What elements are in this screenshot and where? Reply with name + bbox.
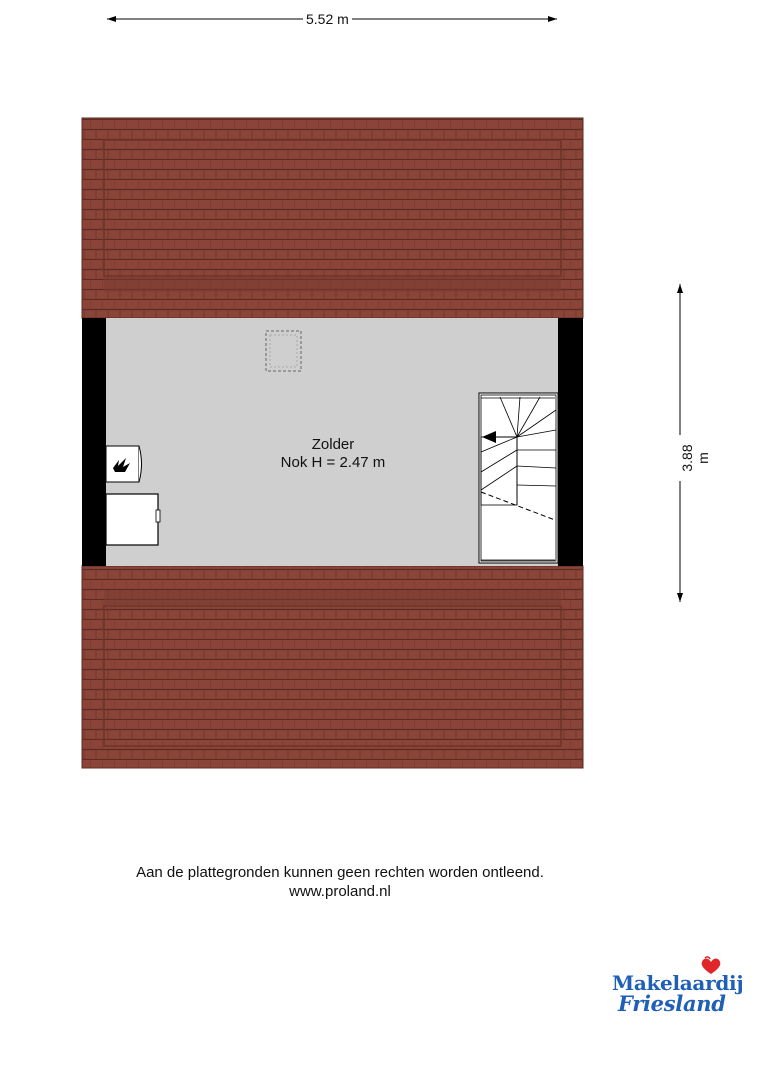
wall-left <box>82 318 106 566</box>
appliance-box <box>106 494 160 545</box>
room-name: Zolder <box>311 436 355 453</box>
website-link[interactable]: www.proland.nl <box>289 883 391 900</box>
heating-unit <box>106 446 142 482</box>
roof-bottom <box>82 566 583 768</box>
room-ridge-height: Nok H = 2.47 m <box>280 454 386 471</box>
roof-top <box>82 118 583 318</box>
height-dimension-label: 3.88 m <box>679 435 711 481</box>
makelaardij-friesland-logo <box>612 956 742 1016</box>
logo-line2: Friesland <box>618 991 726 1016</box>
staircase <box>479 393 558 563</box>
wall-right <box>558 318 583 566</box>
disclaimer-text: Aan de plattegronden kunnen geen rechten worden ontleend. <box>136 864 544 881</box>
width-dimension-label: 5.52 m <box>303 11 352 27</box>
logo-line1: Makelaardij <box>612 971 744 995</box>
